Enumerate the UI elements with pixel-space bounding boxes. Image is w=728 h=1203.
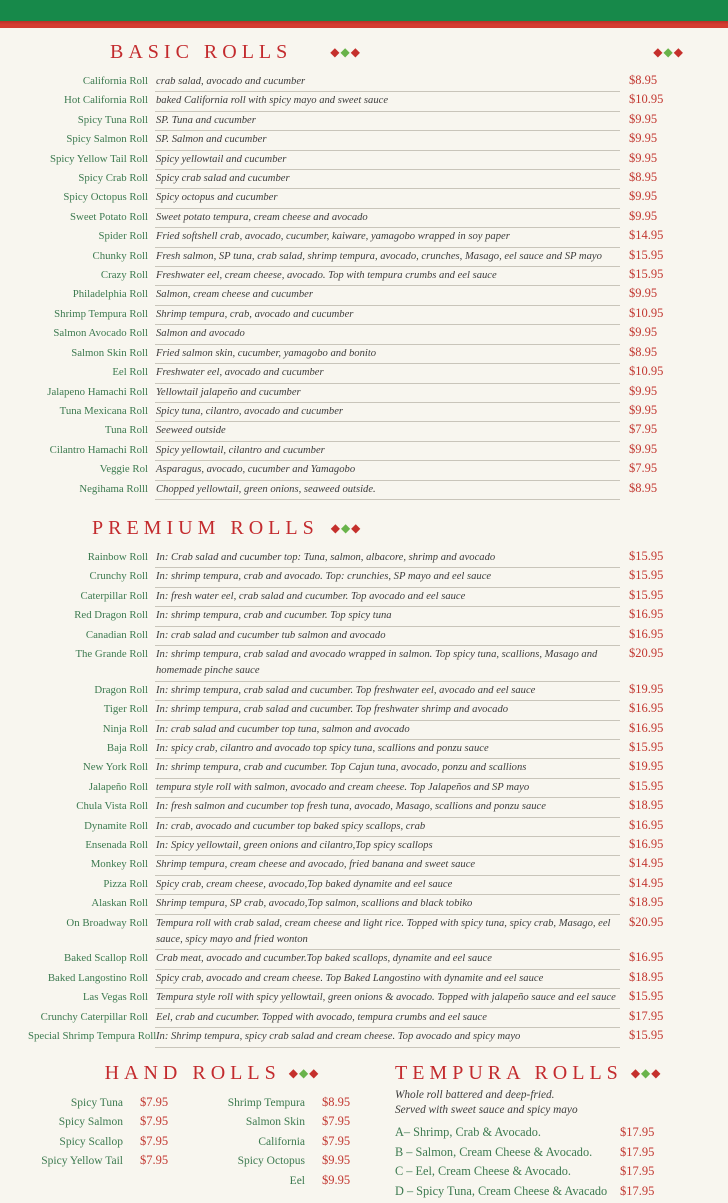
menu-item-name: On Broadway Roll: [28, 916, 155, 930]
menu-item-description: Sweet potato tempura, cream cheese and avocado: [155, 210, 620, 228]
menu-item-price: $9.95: [620, 112, 670, 127]
hand-roll-row: [188, 1095, 360, 1115]
menu-item-name: Ninja Roll: [28, 722, 155, 736]
menu-item-description: tempura style roll with salmon, avocado and cream cheese. Top Jalapeños and SP mayo: [155, 780, 620, 798]
hand-roll-price: $7.95: [305, 1134, 360, 1149]
basic-rolls-header: [28, 41, 670, 63]
menu-item-description: Spicy crab, avocado and cream cheese. Top Baked Langostino with dynamite and eel sauce: [155, 971, 620, 989]
menu-item-price: $16.95: [620, 607, 670, 622]
menu-item-price: $10.95: [620, 306, 670, 321]
menu-item-row: [28, 915, 670, 951]
hand-roll-row: [28, 1134, 188, 1154]
menu-item-price: $9.95: [620, 384, 670, 399]
menu-item-row: [28, 209, 670, 228]
menu-item-name: Alaskan Roll: [28, 896, 155, 910]
basic-rolls-list: [28, 73, 670, 500]
hand-roll-price: $8.95: [305, 1095, 360, 1110]
menu-item-name: New York Roll: [28, 760, 155, 774]
menu-item-name: Salmon Avocado Roll: [28, 326, 155, 340]
menu-item-name: Dragon Roll: [28, 683, 155, 697]
menu-item-price: $8.95: [620, 345, 670, 360]
bottom-sections: [0, 1062, 728, 1203]
menu-item-description: In: Crab salad and cucumber top: Tuna, salmon, albacore, shrimp and avocado: [155, 550, 620, 568]
menu-item-description: Shrimp tempura, cream cheese and avocado, fried banana and sweet sauce: [155, 857, 620, 875]
menu-item-price: $15.95: [620, 248, 670, 263]
hand-roll-name: Spicy Salmon: [28, 1116, 123, 1128]
menu-item-name: Cilantro Hamachi Roll: [28, 443, 155, 457]
menu-item-price: $10.95: [620, 92, 670, 107]
tempura-roll-price: $17.95: [620, 1164, 670, 1179]
menu-item-row: [28, 895, 670, 914]
menu-item-row: [28, 189, 670, 208]
menu-item-price: $15.95: [620, 267, 670, 282]
menu-item-price: $8.95: [620, 481, 670, 496]
menu-item-description: Freshwater eel, avocado and cucumber: [155, 365, 620, 383]
menu-item-name: Salmon Skin Roll: [28, 346, 155, 360]
premium-rolls-title: PREMIUM ROLLS: [92, 517, 319, 539]
menu-item-price: $8.95: [620, 170, 670, 185]
hand-roll-price: $9.95: [305, 1153, 360, 1168]
menu-item-row: [28, 364, 670, 383]
diamond-icon: ◆: [330, 45, 340, 59]
menu-item-name: Spicy Salmon Roll: [28, 132, 155, 146]
menu-item-row: [28, 876, 670, 895]
menu-item-price: $20.95: [620, 646, 670, 661]
diamond-ornament: [331, 522, 362, 534]
menu-item-description: In: spicy crab, cilantro and avocado top spicy tuna, scallions and ponzu sauce: [155, 741, 620, 759]
tempura-subtitle-line2: Served with sweet sauce and spicy mayo: [395, 1103, 670, 1118]
diamond-icon: ◆: [641, 1066, 651, 1080]
menu-item-price: $9.95: [620, 209, 670, 224]
diamond-ornament: [631, 1067, 662, 1079]
menu-item-price: $7.95: [620, 461, 670, 476]
menu-item-price: $8.95: [620, 73, 670, 88]
menu-item-description: Tempura roll with crab salad, cream cheese and light rice. Topped with spicy tuna, spicy crab, Masago, eel sauce, spicy mayo and fried wonton: [155, 916, 620, 951]
tempura-roll-row: [395, 1145, 670, 1165]
diamond-icon: ◆: [299, 1066, 309, 1080]
diamond-icon: ◆: [331, 521, 341, 535]
menu-item-price: $16.95: [620, 818, 670, 833]
menu-item-name: Crunchy Roll: [28, 569, 155, 583]
menu-item-description: Spicy yellowtail and cucumber: [155, 152, 620, 170]
menu-item-row: [28, 721, 670, 740]
menu-item-name: Negihama Rolll: [28, 482, 155, 496]
menu-item-price: $15.95: [620, 989, 670, 1004]
menu-item-name: Baked Langostino Roll: [28, 971, 155, 985]
menu-item-price: $9.95: [620, 286, 670, 301]
menu-item-description: Eel, crab and cucumber. Topped with avocado, tempura crumbs and eel sauce: [155, 1010, 620, 1028]
diamond-icon: ◆: [351, 45, 361, 59]
menu-item-row: [28, 989, 670, 1008]
menu-item-name: Ensenada Roll: [28, 838, 155, 852]
hand-roll-name: Spicy Octopus: [188, 1155, 305, 1167]
menu-item-row: [28, 1009, 670, 1028]
menu-item-price: $17.95: [620, 1009, 670, 1024]
hand-roll-row: [188, 1134, 360, 1154]
menu-item-row: [28, 112, 670, 131]
hand-roll-name: Eel: [188, 1175, 305, 1187]
menu-item-row: [28, 442, 670, 461]
hand-roll-name: Spicy Yellow Tail: [28, 1155, 123, 1167]
menu-item-name: Dynamite Roll: [28, 819, 155, 833]
menu-item-price: $9.95: [620, 131, 670, 146]
menu-item-description: In: fresh salmon and cucumber top fresh tuna, avocado, Masago, scallions and ponzu sauce: [155, 799, 620, 817]
menu-item-price: $9.95: [620, 403, 670, 418]
hand-roll-name: Salmon Skin: [188, 1116, 305, 1128]
hand-roll-row: [28, 1114, 188, 1134]
menu-item-description: Chopped yellowtail, green onions, seaweed outside.: [155, 482, 620, 500]
section-premium-rolls: [0, 517, 728, 1048]
hand-rolls-columns: [28, 1095, 360, 1193]
menu-item-description: Tempura style roll with spicy yellowtail, green onions & avocado. Topped with jalapeño sauce and eel sauce: [155, 990, 620, 1008]
menu-item-price: $20.95: [620, 915, 670, 930]
diamond-icon: ◆: [664, 45, 674, 59]
menu-item-name: Sweet Potato Roll: [28, 210, 155, 224]
menu-item-row: [28, 228, 670, 247]
menu-item-row: [28, 646, 670, 682]
menu-item-description: In: shrimp tempura, crab and cucumber. Top spicy tuna: [155, 608, 620, 626]
hand-roll-price: $7.95: [123, 1153, 188, 1168]
menu-item-row: [28, 798, 670, 817]
menu-item-description: Crab meat, avocado and cucumber.Top baked scallops, dynamite and eel sauce: [155, 951, 620, 969]
hand-roll-row: [28, 1095, 188, 1115]
menu-item-row: [28, 588, 670, 607]
menu-item-name: Rainbow Roll: [28, 550, 155, 564]
menu-item-price: $15.95: [620, 549, 670, 564]
menu-item-row: [28, 151, 670, 170]
diamond-icon: ◆: [289, 1066, 299, 1080]
menu-item-row: [28, 568, 670, 587]
menu-item-name: Special Shrimp Tempura Roll: [28, 1029, 155, 1043]
diamond-icon: ◆: [309, 1066, 319, 1080]
top-green-band: [0, 0, 728, 21]
basic-rolls-title: BASIC ROLLS: [110, 41, 292, 63]
tempura-rolls-header: [395, 1062, 670, 1084]
section-basic-rolls: [0, 41, 728, 500]
hand-roll-name: Shrimp Tempura: [188, 1097, 305, 1109]
menu-item-price: $15.95: [620, 740, 670, 755]
menu-item-row: [28, 607, 670, 626]
menu-item-name: Jalapeño Roll: [28, 780, 155, 794]
menu-item-row: [28, 248, 670, 267]
menu-item-name: Red Dragon Roll: [28, 608, 155, 622]
menu-item-price: $16.95: [620, 627, 670, 642]
menu-item-row: [28, 950, 670, 969]
menu-item-row: [28, 267, 670, 286]
menu-item-row: [28, 1028, 670, 1047]
menu-item-name: Spicy Octopus Roll: [28, 190, 155, 204]
tempura-roll-row: [395, 1164, 670, 1184]
menu-item-row: [28, 837, 670, 856]
menu-item-name: Chunky Roll: [28, 249, 155, 263]
menu-item-description: Salmon and avocado: [155, 326, 620, 344]
menu-item-price: $9.95: [620, 189, 670, 204]
menu-item-row: [28, 856, 670, 875]
menu-item-name: Las Vegas Roll: [28, 990, 155, 1004]
diamond-ornament: [330, 46, 361, 58]
menu-item-name: Spicy Tuna Roll: [28, 113, 155, 127]
menu-item-price: $16.95: [620, 837, 670, 852]
hand-roll-row: [188, 1153, 360, 1173]
hand-roll-price: $7.95: [305, 1114, 360, 1129]
menu-item-price: $15.95: [620, 779, 670, 794]
menu-item-name: California Roll: [28, 74, 155, 88]
menu-item-description: Fresh salmon, SP tuna, crab salad, shrimp tempura, avocado, crunches, Masago, eel sauce and SP mayo: [155, 249, 620, 267]
top-red-stripe: [0, 21, 728, 28]
tempura-roll-name: D – Spicy Tuna, Cream Cheese & Avacado: [395, 1184, 620, 1199]
menu-item-name: Jalapeno Hamachi Roll: [28, 385, 155, 399]
menu-item-name: Tiger Roll: [28, 702, 155, 716]
menu-item-description: Spicy crab, cream cheese, avocado,Top baked dynamite and eel sauce: [155, 877, 620, 895]
menu-item-description: Spicy tuna, cilantro, avocado and cucumber: [155, 404, 620, 422]
menu-item-name: Spicy Crab Roll: [28, 171, 155, 185]
hand-roll-price: $7.95: [123, 1134, 188, 1149]
menu-item-description: Spicy crab salad and cucumber: [155, 171, 620, 189]
menu-item-name: Caterpillar Roll: [28, 589, 155, 603]
menu-item-description: crab salad, avocado and cucumber: [155, 74, 620, 92]
menu-item-description: Asparagus, avocado, cucumber and Yamagobo: [155, 462, 620, 480]
tempura-roll-row: [395, 1184, 670, 1203]
menu-item-name: Philadelphia Roll: [28, 287, 155, 301]
menu-item-description: In: shrimp tempura, crab and cucumber. Top Cajun tuna, avocado, ponzu and scallions: [155, 760, 620, 778]
menu-item-description: Shrimp tempura, SP crab, avocado,Top salmon, scallions and black tobiko: [155, 896, 620, 914]
menu-item-price: $18.95: [620, 798, 670, 813]
diamond-icon: ◆: [340, 45, 350, 59]
menu-item-price: $15.95: [620, 1028, 670, 1043]
menu-item-name: Baja Roll: [28, 741, 155, 755]
menu-item-name: Tuna Roll: [28, 423, 155, 437]
menu-item-description: Yellowtail jalapeño and cucumber: [155, 385, 620, 403]
menu-item-price: $15.95: [620, 588, 670, 603]
menu-item-row: [28, 325, 670, 344]
menu-item-row: [28, 549, 670, 568]
menu-item-price: $9.95: [620, 442, 670, 457]
menu-item-name: Tuna Mexicana Roll: [28, 404, 155, 418]
hand-roll-row: [188, 1114, 360, 1134]
menu-item-row: [28, 682, 670, 701]
menu-item-name: Crazy Roll: [28, 268, 155, 282]
section-tempura-rolls: [360, 1062, 670, 1203]
menu-item-name: Spider Roll: [28, 229, 155, 243]
menu-item-name: Crunchy Caterpillar Roll: [28, 1010, 155, 1024]
menu-item-price: $19.95: [620, 759, 670, 774]
menu-item-name: Hot California Roll: [28, 93, 155, 107]
menu-item-description: Salmon, cream cheese and cucumber: [155, 287, 620, 305]
hand-roll-price: $7.95: [123, 1095, 188, 1110]
hand-roll-name: Spicy Tuna: [28, 1097, 123, 1109]
tempura-roll-name: B – Salmon, Cream Cheese & Avocado.: [395, 1145, 620, 1160]
tempura-roll-price: $17.95: [620, 1145, 670, 1160]
menu-item-row: [28, 306, 670, 325]
menu-item-name: Spicy Yellow Tail Roll: [28, 152, 155, 166]
hand-roll-name: Spicy Scallop: [28, 1136, 123, 1148]
diamond-icon: ◆: [651, 1066, 661, 1080]
menu-item-name: Eel Roll: [28, 365, 155, 379]
menu-item-description: SP. Tuna and cucumber: [155, 113, 620, 131]
menu-item-row: [28, 970, 670, 989]
menu-item-description: Fried softshell crab, avocado, cucumber, kaiware, yamagobo wrapped in soy paper: [155, 229, 620, 247]
diamond-icon: ◆: [631, 1066, 641, 1080]
tempura-roll-name: A– Shrimp, Crab & Avocado.: [395, 1125, 620, 1140]
tempura-roll-price: $17.95: [620, 1125, 670, 1140]
hand-roll-price: $7.95: [123, 1114, 188, 1129]
menu-item-row: [28, 131, 670, 150]
menu-item-row: [28, 403, 670, 422]
menu-item-description: Shrimp tempura, crab, avocado and cucumber: [155, 307, 620, 325]
hand-roll-row: [188, 1173, 360, 1193]
hand-rolls-title: HAND ROLLS: [105, 1062, 281, 1084]
menu-item-row: [28, 422, 670, 441]
menu-item-description: In: crab salad and cucumber top tuna, salmon and avocado: [155, 722, 620, 740]
menu-item-price: $14.95: [620, 876, 670, 891]
menu-item-description: In: crab salad and cucumber tub salmon and avocado: [155, 628, 620, 646]
diamond-icon: ◆: [351, 521, 361, 535]
menu-item-description: In: crab, avocado and cucumber top baked spicy scallops, crab: [155, 819, 620, 837]
section-hand-rolls: [28, 1062, 360, 1203]
tempura-roll-price: $17.95: [620, 1184, 670, 1199]
menu-item-price: $19.95: [620, 682, 670, 697]
menu-item-price: $16.95: [620, 721, 670, 736]
menu-item-name: Chula Vista Roll: [28, 799, 155, 813]
menu-item-row: [28, 92, 670, 111]
menu-item-row: [28, 818, 670, 837]
diamond-ornament: [289, 1067, 320, 1079]
menu-item-row: [28, 73, 670, 92]
menu-item-description: In: shrimp tempura, crab and avocado. Top: crunchies, SP mayo and eel sauce: [155, 569, 620, 587]
menu-item-price: $9.95: [620, 151, 670, 166]
tempura-rolls-list: [395, 1125, 670, 1203]
diamond-icon: ◆: [674, 45, 684, 59]
menu-item-row: [28, 481, 670, 500]
menu-item-row: [28, 627, 670, 646]
menu-item-name: Shrimp Tempura Roll: [28, 307, 155, 321]
menu-item-row: [28, 759, 670, 778]
diamond-icon: ◆: [653, 45, 663, 59]
menu-item-price: $16.95: [620, 701, 670, 716]
menu-item-price: $16.95: [620, 950, 670, 965]
menu-item-description: Freshwater eel, cream cheese, avocado. Top with tempura crumbs and eel sauce: [155, 268, 620, 286]
menu-item-row: [28, 170, 670, 189]
menu-item-row: [28, 286, 670, 305]
hand-roll-name: California: [188, 1136, 305, 1148]
diamond-ornament-right: [653, 46, 684, 58]
menu-item-description: Fried salmon skin, cucumber, yamagobo and bonito: [155, 346, 620, 364]
hand-rolls-header: [28, 1062, 360, 1084]
menu-item-name: Monkey Roll: [28, 857, 155, 871]
menu-item-price: $9.95: [620, 325, 670, 340]
premium-rolls-header: [28, 517, 670, 539]
menu-item-price: $10.95: [620, 364, 670, 379]
menu-item-name: Canadian Roll: [28, 628, 155, 642]
menu-item-description: Seeweed outside: [155, 423, 620, 441]
menu-item-price: $7.95: [620, 422, 670, 437]
menu-item-price: $14.95: [620, 856, 670, 871]
hand-roll-row: [28, 1153, 188, 1173]
menu-item-price: $18.95: [620, 970, 670, 985]
tempura-roll-row: [395, 1125, 670, 1145]
hand-roll-price: $9.95: [305, 1173, 360, 1188]
diamond-icon: ◆: [341, 521, 351, 535]
hand-rolls-column-2: [188, 1095, 360, 1193]
menu-item-row: [28, 740, 670, 759]
menu-item-name: Veggie Rol: [28, 462, 155, 476]
menu-item-name: Baked Scallop Roll: [28, 951, 155, 965]
menu-item-description: In: Spicy yellowtail, green onions and cilantro,Top spicy scallops: [155, 838, 620, 856]
menu-item-description: SP. Salmon and cucumber: [155, 132, 620, 150]
menu-item-row: [28, 461, 670, 480]
tempura-rolls-title: TEMPURA ROLLS: [395, 1062, 623, 1084]
menu-item-description: Spicy octopus and cucumber: [155, 190, 620, 208]
menu-item-name: The Grande Roll: [28, 647, 155, 661]
menu-item-description: Spicy yellowtail, cilantro and cucumber: [155, 443, 620, 461]
premium-rolls-list: [28, 549, 670, 1048]
menu-item-price: $18.95: [620, 895, 670, 910]
menu-item-price: $14.95: [620, 228, 670, 243]
menu-item-row: [28, 779, 670, 798]
tempura-roll-name: C – Eel, Cream Cheese & Avocado.: [395, 1164, 620, 1179]
menu-item-description: In: shrimp tempura, crab salad and cucumber. Top freshwater eel, avocado and eel sauce: [155, 683, 620, 701]
menu-item-description: In: fresh water eel, crab salad and cucumber. Top avocado and eel sauce: [155, 589, 620, 607]
tempura-subtitle-line1: Whole roll battered and deep-fried.: [395, 1088, 670, 1103]
hand-rolls-column-1: [28, 1095, 188, 1193]
menu-item-description: baked California roll with spicy mayo and sweet sauce: [155, 93, 620, 111]
menu-item-row: [28, 384, 670, 403]
menu-item-description: In: Shrimp tempura, spicy crab salad and cream cheese. Top avocado and spicy mayo: [155, 1029, 620, 1047]
menu-item-row: [28, 345, 670, 364]
menu-item-description: In: shrimp tempura, crab salad and avocado wrapped in salmon. Top spicy tuna, scallions, Masago and homemade pinche sauce: [155, 647, 620, 682]
menu-item-description: In: shrimp tempura, crab salad and cucumber. Top freshwater shrimp and avocado: [155, 702, 620, 720]
menu-item-row: [28, 701, 670, 720]
menu-item-price: $15.95: [620, 568, 670, 583]
menu-item-name: Pizza Roll: [28, 877, 155, 891]
